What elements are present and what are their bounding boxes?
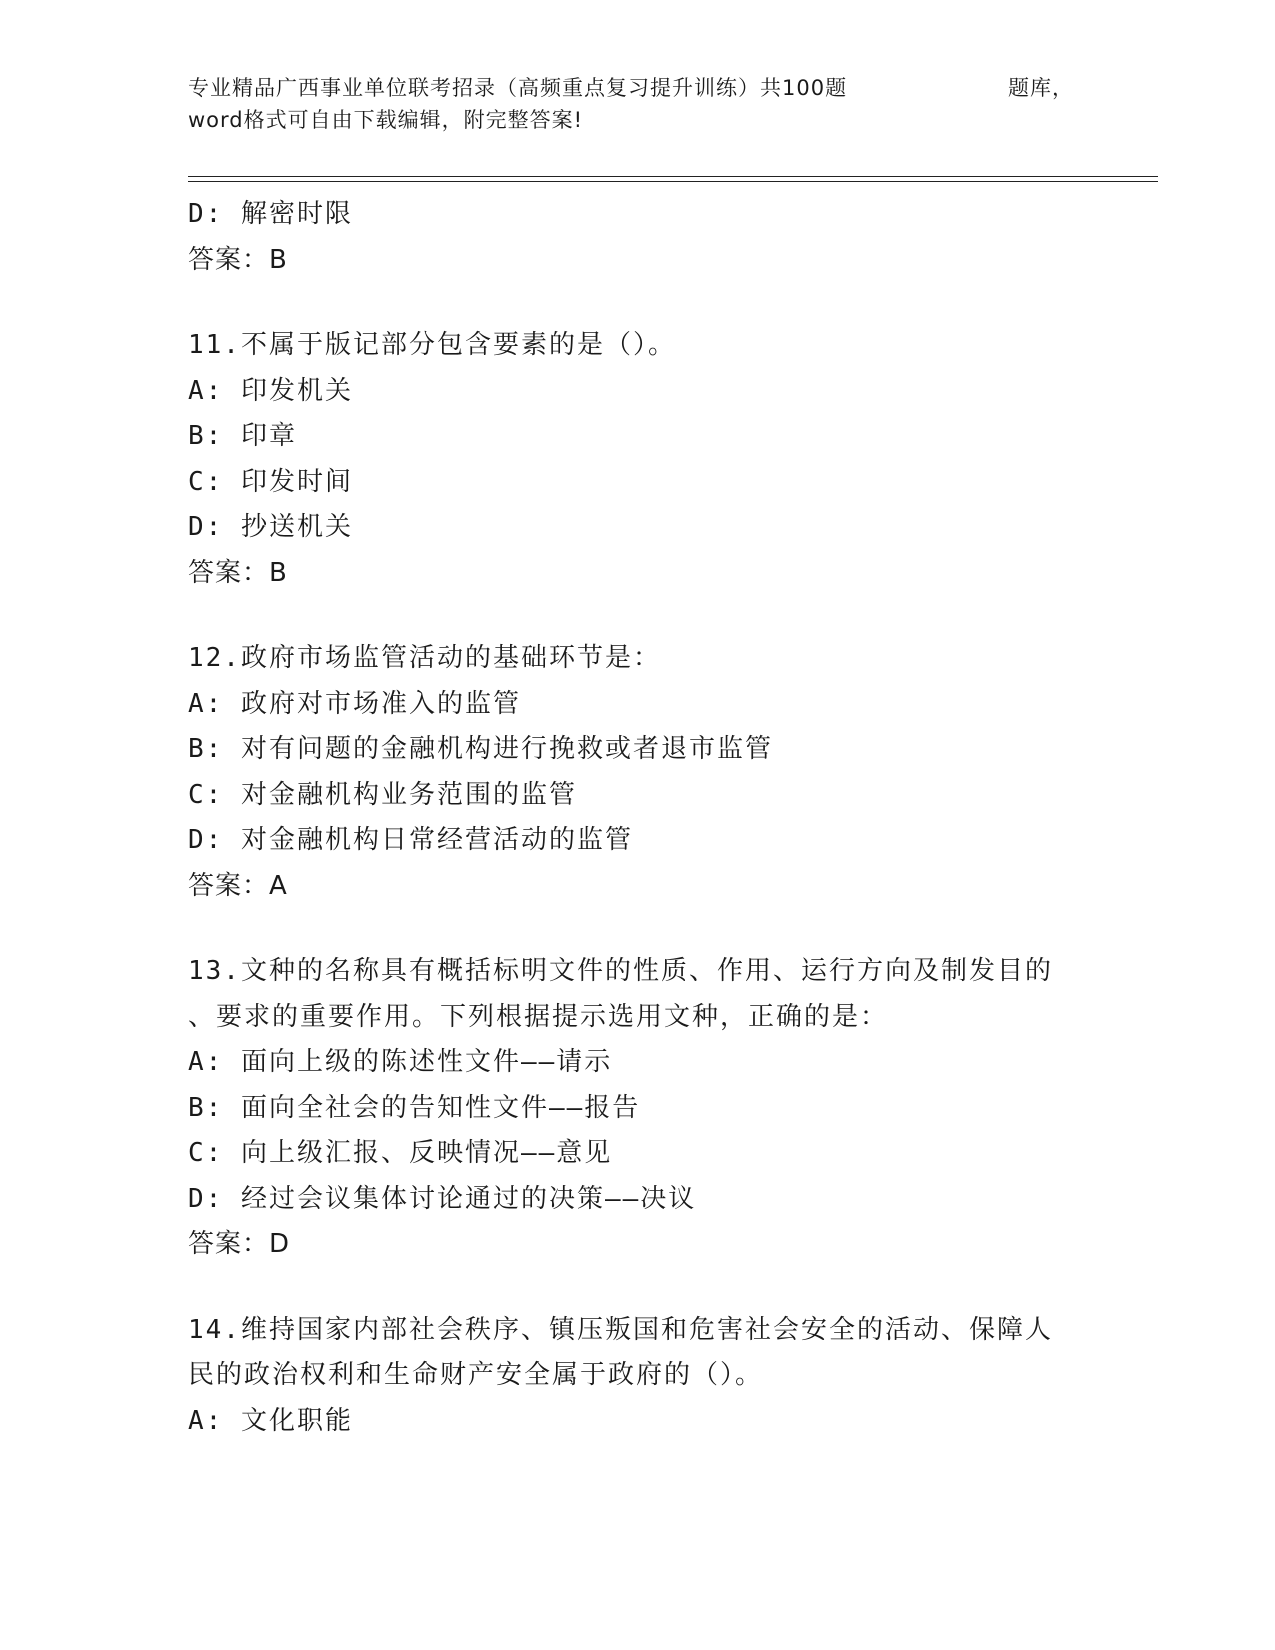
header-rule-top [188, 176, 1158, 177]
option-b: B: 对有问题的金融机构进行挽救或者退市监管 [188, 734, 773, 764]
option-c: C: 向上级汇报、反映情况——意见 [188, 1138, 613, 1168]
option-b: B: 印章 [188, 421, 297, 451]
question-stem: 14.维持国家内部社会秩序、镇压叛国和危害社会安全的活动、保障人 [188, 1314, 1053, 1345]
previous-question-tail [188, 192, 1088, 283]
answer: 答案：B [188, 244, 288, 275]
header-line-1 [188, 72, 1074, 104]
option-a: A: 面向上级的陈述性文件——请示 [188, 1047, 613, 1077]
answer: 答案：B [188, 557, 288, 588]
header-title: 专业精品广西事业单位联考招录（高频重点复习提升训练）共100题 [188, 76, 848, 100]
answer: 答案：D [188, 1229, 291, 1259]
option-a: A: 政府对市场准入的监管 [188, 688, 521, 719]
option-d: D: 对金融机构日常经营活动的监管 [188, 825, 633, 855]
option-a: A: 印发机关 [188, 375, 353, 406]
question-content [188, 192, 1088, 1444]
page-header [188, 72, 1074, 136]
question-11 [188, 323, 1088, 596]
option-d: D: 解密时限 [188, 199, 353, 229]
option-c: C: 印发时间 [188, 466, 353, 497]
question-13 [188, 949, 1088, 1268]
header-title-suffix: 题库， [1008, 76, 1074, 100]
question-stem-continued: 、要求的重要作用。下列根据提示选用文种，正确的是： [188, 1001, 889, 1032]
question-stem: 11.不属于版记部分包含要素的是（）。 [188, 330, 676, 360]
option-d: D: 经过会议集体讨论通过的决策——决议 [188, 1183, 697, 1214]
answer: 答案：A [188, 870, 288, 901]
question-14 [188, 1308, 1088, 1445]
header-rule-bottom [188, 181, 1158, 182]
option-a: A: 文化职能 [188, 1405, 353, 1436]
option-c: C: 对金融机构业务范围的监管 [188, 779, 577, 810]
header-line-2: word格式可自由下载编辑，附完整答案! [188, 108, 584, 132]
option-d: D: 抄送机关 [188, 512, 353, 542]
question-stem: 13.文种的名称具有概括标明文件的性质、作用、运行方向及制发目的 [188, 956, 1053, 986]
option-b: B: 面向全社会的告知性文件——报告 [188, 1092, 641, 1123]
question-stem: 12.政府市场监管活动的基础环节是： [188, 643, 661, 673]
question-12 [188, 636, 1088, 909]
question-stem-continued: 民的政治权利和生命财产安全属于政府的（）。 [188, 1360, 764, 1390]
